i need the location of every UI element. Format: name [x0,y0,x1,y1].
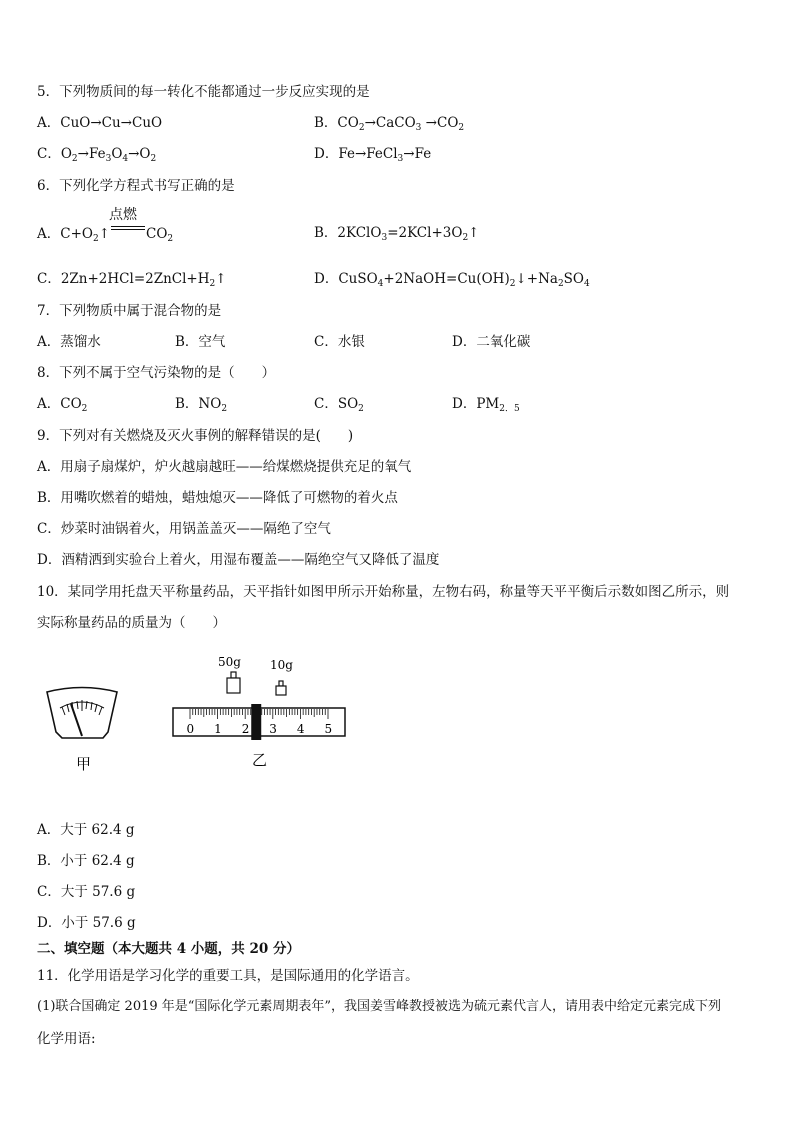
dial-outline [47,688,117,739]
dial-pointer [71,704,82,736]
q11-part1-line1: (1)联合国确定 2019 年是“国际化学元素周期表年”，我国姜雪峰教授被选为硫元素代言人，请用表中给定元素完成下列 [37,999,722,1014]
q6-option-b: B．$2KClO_3=2KCl+3O_2↑$ [314,225,480,243]
q10-option-d: D．小于 57.6 g [37,915,136,931]
q6-option-c: C．$2Zn+2HCl=2ZnCl+H_2↑$ [37,271,227,289]
scale-tick-label: 5 [324,722,333,736]
figure-jia-dial [44,682,124,772]
q9-option-d: D．酒精洒到实验台上着火，用湿布覆盖——隔绝空气又降低了温度 [37,552,440,568]
q5-option-d: D．Fe→FeCl$_3$→Fe [314,146,432,164]
q8-option-b: B．$NO_2$ [175,396,228,414]
rider-block [251,704,261,740]
q9-option-c: C．炒菜时油锅着火，用锅盖盖灭——隔绝了空气 [37,521,331,537]
figure-yi-label: 乙 [252,751,268,769]
q9-option-b: B．用嘴吹燃着的蜡烛，蜡烛熄灭——降低了可燃物的着火点 [37,490,398,506]
q5-option-b: B．$CO_2\to CaCO_3 \to CO_2$ [314,115,465,133]
q9-option-a: A．用扇子扇煤炉，炉火越扇越旺——给煤燃烧提供充足的氧气 [37,459,412,475]
weight-50g-label: 50g [218,655,241,669]
q9-stem: 9．下列对有关燃烧及灭火事例的解释错误的是( ) [37,428,354,444]
scale-tick-label: 3 [269,722,277,736]
figure-yi-scale [170,650,355,775]
q5-option-c: C．$O_2\to Fe_3O_4\to O_2$ [37,146,157,164]
q10-option-a: A．大于 62.4 g [37,822,135,838]
q7-option-d: D．二氧化碳 [452,334,531,350]
weight-10g-label: 10g [270,658,293,672]
q7-option-c: C．水银 [314,334,365,350]
q5-option-a: A．CuO→Cu→CuO [37,115,163,131]
dial-ticks [62,700,102,715]
q10-stem-line1: 10．某同学用托盘天平称量药品，天平指针如图甲所示开始称量，左物右码，称量等天平平衡后示数如图乙所示，则 [37,584,730,600]
q8-option-a: A．$CO_2$ [37,396,88,414]
q11-stem: 11．化学用语是学习化学的重要工具，是国际通用的化学语言。 [37,968,419,984]
q6-stem: 6．下列化学方程式书写正确的是 [37,178,235,194]
q6-option-a: A．$C+O_2↑$ 点燃 $CO_2$ [37,207,174,244]
q6-option-d: D．$CuSO_4+2NaOH=Cu(OH)_2↓+Na_2SO_4$ [314,271,590,289]
scale-tick-label: 1 [214,722,222,736]
scale-tick-label: 2 [241,722,250,736]
section-heading: 二、填空题（本大题共 4 小题，共 20 分） [37,941,300,957]
q5-stem: 5．下列物质间的每一转化不能都通过一步反应实现的是 [37,84,370,100]
figure-jia-label: 甲 [76,755,92,772]
q8-option-c: C．$SO_2$ [314,396,364,414]
scale-tick-label: 4 [296,722,305,736]
q7-stem: 7．下列物质中属于混合物的是 [37,303,222,319]
q7-option-a: A．蒸馏水 [37,334,101,350]
q10-stem-line2: 实际称量药品的质量为（ ） [37,615,226,631]
q7-option-b: B．空气 [175,334,226,350]
q10-option-c: C．大于 57.6 g [37,884,136,900]
q8-option-d: D．$PM_{2.5}$ [452,396,520,414]
scale-tick-label: 0 [186,722,195,736]
q10-option-b: B．小于 62.4 g [37,853,135,869]
weight-10g-icon [276,681,286,695]
q8-stem: 8．下列不属于空气污染物的是（ ） [37,365,276,381]
reaction-condition: 点燃 [111,224,145,238]
weight-50g-icon [227,672,240,693]
q11-part1-line2: 化学用语: [37,1031,96,1047]
